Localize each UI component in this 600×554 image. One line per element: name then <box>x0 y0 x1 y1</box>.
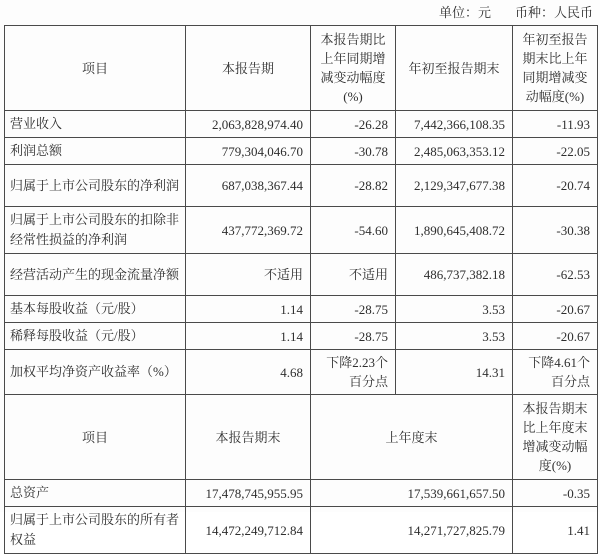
table-row-basic-eps <box>5 296 598 323</box>
row-label: 归属于上市公司股东的所有者权益 <box>5 507 186 554</box>
cell-value: -62.53 <box>513 254 598 296</box>
table-row-weighted-roe <box>5 350 598 395</box>
cell-value: 下降2.23个百分点 <box>311 350 396 395</box>
cell-value: -20.67 <box>513 323 598 350</box>
cell-value: 687,038,367.44 <box>186 165 311 207</box>
row-label: 加权平均净资产收益率（%） <box>5 350 186 395</box>
row-label: 总资产 <box>5 480 186 507</box>
cell-value: 1.14 <box>186 323 311 350</box>
balance-sheet-table <box>4 394 598 554</box>
row-label: 营业收入 <box>5 111 186 138</box>
col-header-item: 项目 <box>5 395 186 480</box>
cell-value: 17,478,745,955.95 <box>186 480 311 507</box>
cell-value: -0.35 <box>513 480 598 507</box>
cell-value: 14,472,249,712.84 <box>186 507 311 554</box>
cell-value: 不适用 <box>186 254 311 296</box>
row-label: 基本每股收益（元/股） <box>5 296 186 323</box>
cell-value: 1.41 <box>513 507 598 554</box>
cell-value: 不适用 <box>311 254 396 296</box>
row-label: 利润总额 <box>5 138 186 165</box>
cell-value: -26.28 <box>311 111 396 138</box>
col-header-prior-year-end: 上年度末 <box>311 395 513 480</box>
cell-value: -20.67 <box>513 296 598 323</box>
cell-value: -20.74 <box>513 165 598 207</box>
cell-value: -11.93 <box>513 111 598 138</box>
table-row-revenue <box>5 111 598 138</box>
row-label: 经营活动产生的现金流量净额 <box>5 254 186 296</box>
cell-value: 14,271,727,825.79 <box>311 507 513 554</box>
cell-value: 3.53 <box>396 323 513 350</box>
cell-value: 2,129,347,677.38 <box>396 165 513 207</box>
cell-value: -54.60 <box>311 207 396 254</box>
cell-value: 2,485,063,353.12 <box>396 138 513 165</box>
cell-value: 2,063,828,974.40 <box>186 111 311 138</box>
table-row-total-assets <box>5 480 598 507</box>
cell-value: 779,304,046.70 <box>186 138 311 165</box>
unit-currency-line <box>4 5 597 21</box>
table1-header-row <box>5 26 598 111</box>
cell-value: 7,442,366,108.35 <box>396 111 513 138</box>
currency-label: 币种：人民币 <box>514 5 593 20</box>
table-row-net-profit <box>5 165 598 207</box>
col-header-current-period: 本报告期 <box>186 26 311 111</box>
table-row-net-profit-deducted <box>5 207 598 254</box>
unit-label: 单位：元 <box>438 5 491 20</box>
cell-value: 1.14 <box>186 296 311 323</box>
cell-value: 4.68 <box>186 350 311 395</box>
col-header-ytd: 年初至报告期末 <box>396 26 513 111</box>
table-row-diluted-eps <box>5 323 598 350</box>
col-header-current-period-change: 本报告期比上年同期增减变动幅度(%) <box>311 26 396 111</box>
col-header-item: 项目 <box>5 26 186 111</box>
cell-value: 437,772,369.72 <box>186 207 311 254</box>
cell-value: -28.75 <box>311 323 396 350</box>
table-row-owners-equity <box>5 507 598 554</box>
cell-value: -30.78 <box>311 138 396 165</box>
cell-value: 3.53 <box>396 296 513 323</box>
cell-value: -30.38 <box>513 207 598 254</box>
cell-value: 17,539,661,657.50 <box>311 480 513 507</box>
table2-header-row <box>5 395 598 480</box>
cell-value: -22.05 <box>513 138 598 165</box>
cell-value: 1,890,645,408.72 <box>396 207 513 254</box>
cell-value: -28.75 <box>311 296 396 323</box>
col-header-period-end: 本报告期末 <box>186 395 311 480</box>
col-header-period-end-change: 本报告期末比上年度末增减变动幅度(%) <box>513 395 598 480</box>
main-indicators-table <box>4 25 598 395</box>
cell-value: 14.31 <box>396 350 513 395</box>
row-label: 归属于上市公司股东的净利润 <box>5 165 186 207</box>
row-label: 稀释每股收益（元/股） <box>5 323 186 350</box>
table-row-total-profit <box>5 138 598 165</box>
col-header-ytd-change: 年初至报告期末比上年同期增减变动幅度(%) <box>513 26 598 111</box>
table-row-operating-cash-flow <box>5 254 598 296</box>
cell-value: 486,737,382.18 <box>396 254 513 296</box>
row-label: 归属于上市公司股东的扣除非经常性损益的净利润 <box>5 207 186 254</box>
cell-value: 下降4.61个百分点 <box>513 350 598 395</box>
cell-value: -28.82 <box>311 165 396 207</box>
